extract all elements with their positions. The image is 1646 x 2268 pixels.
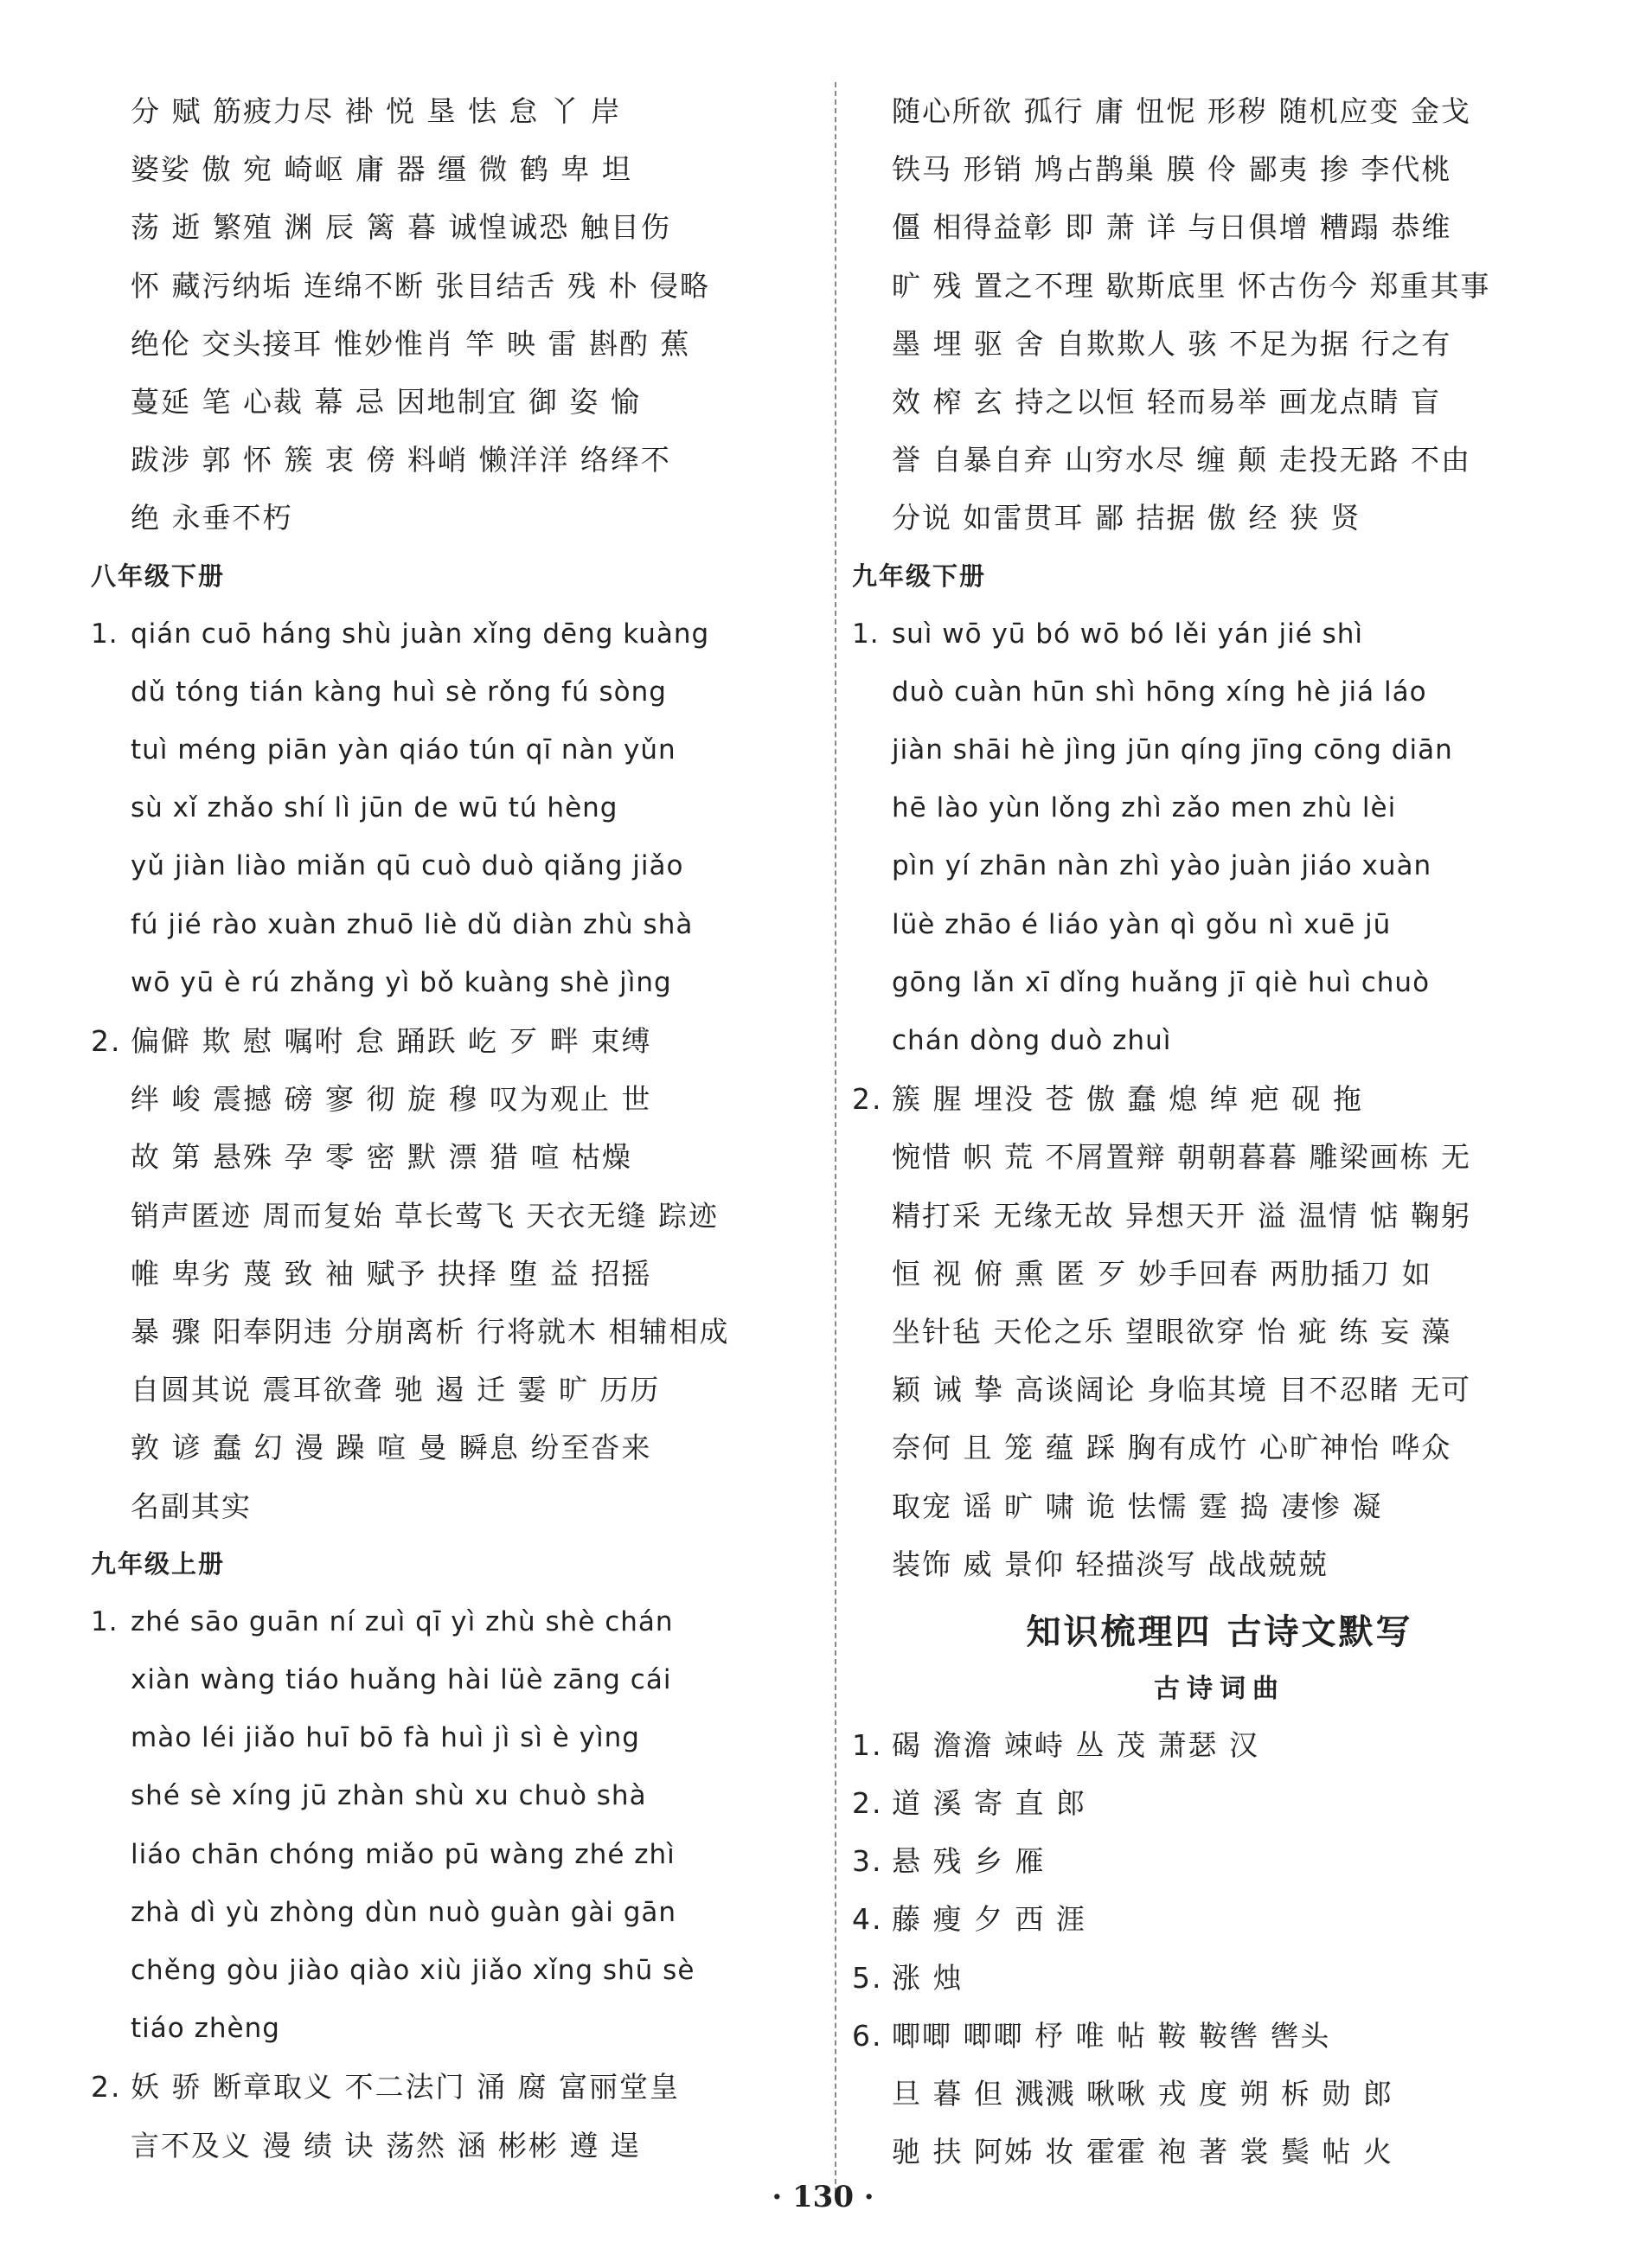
item-number: 1. [852,618,880,650]
answer-line: 自圆其说 震耳欲聋 驰 遏 迁 霎 旷 历历 [131,1373,661,1407]
answer-line: 婆娑 傲 宛 崎岖 庸 器 缰 微 鹤 卑 坦 [131,152,632,187]
section-heading: 九年级下册 [852,561,987,591]
column-divider [835,82,836,2193]
answer-item [852,1949,1587,2007]
item-number: 2. [91,1024,122,1058]
answer-item [91,1012,826,1070]
answer-line: wō yū è rú zhǎng yì bǒ kuàng shè jìng [131,966,672,998]
answer-line: 暴 骤 阳奉阴违 分崩离析 行将就木 相辅相成 [131,1314,730,1349]
answer-line: liáo chān chóng miǎo pū wàng zhé zhì [131,1838,676,1870]
answer-text: 藤 瘦 夕 西 涯 [892,1902,1086,1937]
answer-line: 怀 藏污纳垢 连绵不断 张目结舌 残 朴 侵略 [131,268,710,303]
answer-line: chěng gòu jiào qiào xiù jiǎo xǐng shū sè [131,1955,695,1986]
item-number: 5. [852,1960,883,1995]
answer-line: 装饰 威 景仰 轻描淡写 战战兢兢 [892,1547,1329,1581]
answer-line: 言不及义 漫 绩 诀 荡然 涵 彬彬 遵 逞 [131,2128,641,2162]
answer-text: 碣 澹澹 竦峙 丛 茂 萧瑟 汉 [892,1727,1259,1762]
right-column [852,82,1587,2181]
answer-line: 名副其实 [131,1489,252,1523]
answer-line: gōng lǎn xī dǐng huǎng jī qiè huì chuò [892,966,1431,998]
answer-item [852,1832,1587,1890]
answer-item [852,2007,1587,2065]
item-number: 2. [852,1786,883,1821]
answer-line: 奈何 且 笼 蕴 踩 胸有成竹 心旷神怡 哗众 [892,1431,1452,1465]
answer-line: pìn yí zhān nàn zhì yào juàn jiáo xuàn [892,850,1432,882]
answer-line: 颖 诫 挚 高谈阔论 身临其境 目不忍睹 无可 [892,1373,1471,1407]
chapter-title: 知识梳理四 古诗文默写 [1026,1611,1413,1652]
answer-line: yǔ jiàn liào miǎn qū cuò duò qiǎng jiǎo [131,850,684,882]
item-number: 1. [91,618,118,650]
answer-line: 荡 逝 繁殖 渊 辰 篱 暮 诚惶诚恐 触目伤 [131,210,671,245]
answer-line: 绝伦 交头接耳 惟妙惟肖 竿 映 雷 斟酌 蕉 [131,326,691,361]
answer-line: 精打采 无缘无故 异想天开 溢 温情 惦 鞠躬 [892,1198,1471,1233]
answer-text: 悬 残 乡 雁 [892,1844,1046,1879]
answer-item [852,1716,1587,1774]
page-number: · 130 · [772,2180,874,2214]
answer-line: sù xǐ zhǎo shí lì jūn de wū tú hèng [131,792,618,824]
answer-line: dǔ tóng tián kàng huì sè rǒng fú sòng [131,676,667,708]
chapter-subtitle: 古诗词曲 [1154,1673,1285,1704]
item-number: 4. [852,1902,883,1937]
item-number: 1. [852,1727,883,1762]
answer-line: 绝 永垂不朽 [131,501,293,535]
answer-line: 惋惜 帜 荒 不屑置辩 朝朝暮暮 雕梁画栋 无 [892,1140,1471,1175]
answer-line: fú jié rào xuàn zhuō liè dǔ diàn zhù shà [131,908,694,940]
answer-item [91,605,826,663]
answer-line: 僵 相得益彰 即 萧 详 与日俱增 糟蹋 恭维 [892,210,1452,245]
answer-text: 偏僻 欺 慰 嘱咐 怠 踊跃 屹 歹 畔 束缚 [131,1024,652,1058]
answer-line: 蔓延 笔 心裁 幕 忌 因地制宜 御 姿 愉 [131,384,641,419]
answer-line: mào léi jiǎo huī bō fà huì jì sì è yìng [131,1722,640,1754]
answer-line: jiàn shāi hè jìng jūn qíng jīng cōng diān [892,734,1453,766]
answer-text: suì wō yū bó wō bó lěi yán jié shì [892,618,1364,650]
answer-text: 唧唧 唧唧 杼 唯 帖 鞍 鞍辔 辔头 [892,2018,1331,2053]
item-number: 2. [852,1082,883,1117]
answer-line: 坐针毡 天伦之乐 望眼欲穿 怡 疵 练 妄 藻 [892,1314,1452,1349]
answer-text: 妖 骄 断章取义 不二法门 涌 腐 富丽堂皇 [131,2070,680,2105]
answer-line: 旷 残 置之不理 歇斯底里 怀古伤今 郑重其事 [892,268,1491,303]
answer-line: chán dòng duò zhuì [892,1025,1172,1056]
item-number: 2. [91,2070,122,2105]
answer-text: zhé sāo guān ní zuì qī yì zhù shè chán [131,1605,674,1637]
item-number: 6. [852,2018,883,2053]
answer-line: tiáo zhèng [131,2013,280,2045]
answer-line: tuì méng piān yàn qiáo tún qī nàn yǔn [131,734,676,766]
answer-item [852,605,1587,663]
answer-line: duò cuàn hūn shì hōng xíng hè jiá láo [892,676,1427,708]
section-heading: 九年级上册 [91,1548,226,1579]
answer-line: hē lào yùn lǒng zhì zǎo men zhù lèi [892,792,1397,824]
answer-line: zhà dì yù zhòng dùn nuò guàn gài gān [131,1896,677,1928]
answer-line: 取宠 谣 旷 啸 诡 怯懦 霆 捣 凄惨 凝 [892,1489,1383,1523]
answer-item [91,2058,826,2116]
answer-text: qián cuō háng shù juàn xǐng dēng kuàng [131,618,710,650]
answer-line: lüè zhāo é liáo yàn qì gǒu nì xuē jū [892,908,1392,940]
answer-line: 销声匿迹 周而复始 草长莺飞 天衣无缝 踪迹 [131,1198,719,1233]
answer-item [91,1593,826,1651]
answer-line: 分说 如雷贯耳 鄙 拮据 傲 经 狭 贤 [892,501,1361,535]
answer-line: 恒 视 俯 熏 匿 歹 妙手回春 两肋插刀 如 [892,1256,1432,1291]
answer-item [852,1890,1587,1948]
left-column [91,82,826,2175]
answer-line: 驰 扶 阿姊 妆 霍霍 袍 著 裳 鬓 帖 火 [892,2135,1393,2169]
answer-line: 跋涉 郭 怀 簇 衷 傍 料峭 懒洋洋 络绎不 [131,443,671,477]
answer-item [852,1774,1587,1832]
answer-line: 旦 暮 但 溅溅 啾啾 戎 度 朔 柝 勋 郎 [892,2077,1393,2111]
answer-line: 敦 谚 蠢 幻 漫 躁 喧 曼 瞬息 纷至沓来 [131,1431,652,1465]
answer-text: 簇 腥 埋没 苍 傲 蠢 熄 绰 疤 砚 拖 [892,1082,1363,1117]
section-heading: 八年级下册 [91,561,226,591]
answer-line: 帷 卑劣 蔑 致 袖 赋予 抉择 堕 益 招摇 [131,1256,652,1291]
answer-line: shé sè xíng jū zhàn shù xu chuò shà [131,1780,647,1812]
item-number: 3. [852,1844,883,1879]
answer-line: 故 第 悬殊 孕 零 密 默 漂 猎 喧 枯燥 [131,1140,632,1175]
answer-line: xiàn wàng tiáo huǎng hài lüè zāng cái [131,1664,672,1696]
answer-text: 道 溪 寄 直 郎 [892,1786,1086,1821]
answer-line: 绊 峻 震撼 磅 寥 彻 旋 穆 叹为观止 世 [131,1082,652,1117]
answer-line: 铁马 形销 鸠占鹊巢 膜 伶 鄙夷 掺 李代桃 [892,152,1452,187]
answer-line: 分 赋 筋疲力尽 褂 悦 垦 怯 怠 丫 岸 [131,94,622,128]
item-number: 1. [91,1605,118,1637]
answer-text: 涨 烛 [892,1960,964,1995]
answer-line: 随心所欲 孤行 庸 忸怩 形秽 随机应变 金戈 [892,94,1471,128]
answer-item [852,1070,1587,1128]
answer-line: 效 榨 玄 持之以恒 轻而易举 画龙点睛 盲 [892,384,1441,419]
answer-line: 誉 自暴自弃 山穷水尽 缠 颠 走投无路 不由 [892,443,1471,477]
answer-line: 墨 埋 驱 舍 自欺欺人 骇 不足为据 行之有 [892,326,1452,361]
